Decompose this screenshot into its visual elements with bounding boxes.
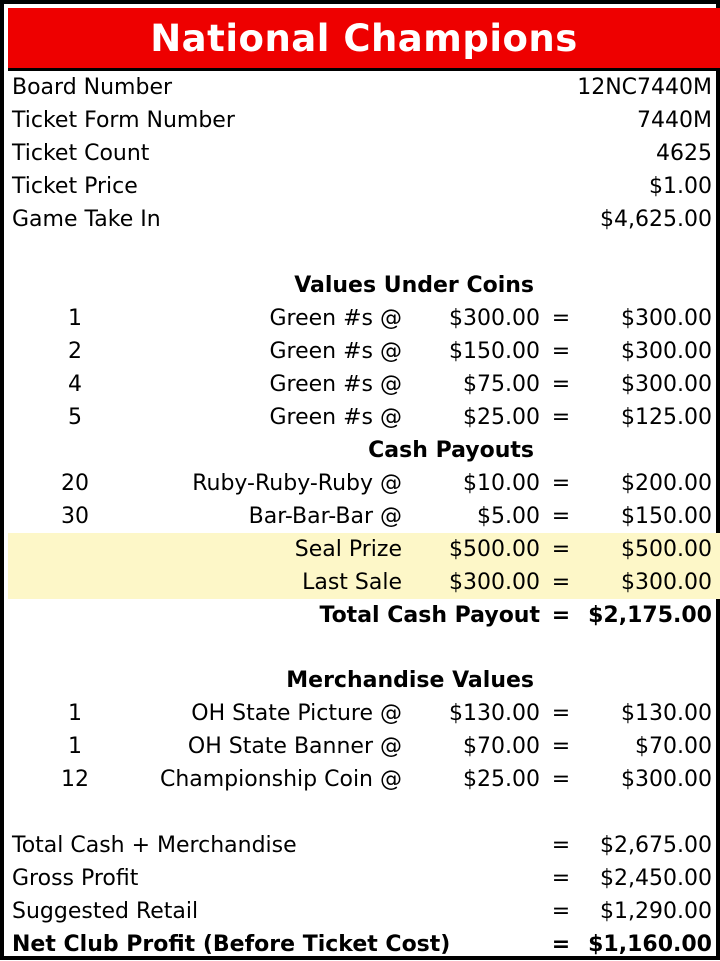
- info-value: $4,625.00: [600, 207, 712, 232]
- info-value: 4625: [656, 141, 712, 166]
- unit-price: $300.00: [449, 306, 540, 331]
- summary-amount: $1,160.00: [588, 932, 712, 957]
- description: OH State Picture @: [191, 701, 402, 726]
- amount: $300.00: [621, 372, 712, 397]
- amount: $125.00: [621, 405, 712, 430]
- merch-row: [8, 697, 720, 730]
- unit-price: $300.00: [449, 570, 540, 595]
- coin-row: [8, 401, 720, 434]
- unit-price: $10.00: [463, 471, 540, 496]
- unit-price: $75.00: [463, 372, 540, 397]
- info-row-game-take-in: [8, 203, 720, 236]
- summary-amount: $1,290.00: [600, 899, 712, 924]
- summary-row-net-club-profit: [8, 928, 720, 961]
- description: Green #s @: [269, 405, 402, 430]
- unit-price: $130.00: [449, 701, 540, 726]
- description: Green #s @: [269, 339, 402, 364]
- seal-prize-row: [8, 533, 720, 566]
- summary-amount: $2,450.00: [600, 866, 712, 891]
- qty: 5: [68, 405, 82, 430]
- description: Seal Prize: [294, 537, 402, 562]
- info-label: Ticket Price: [12, 174, 138, 199]
- total-cash-payout-row: [8, 599, 720, 632]
- equals-sign: =: [551, 504, 571, 529]
- amount: $130.00: [621, 701, 712, 726]
- equals-sign: =: [551, 603, 571, 628]
- merch-row: [8, 763, 720, 796]
- info-row-ticket-form-number: [8, 104, 720, 137]
- info-label: Ticket Form Number: [12, 108, 235, 133]
- qty: 2: [68, 339, 82, 364]
- summary-row-gross-profit: [8, 862, 720, 895]
- info-row-board-number: [8, 71, 720, 104]
- equals-sign: =: [551, 701, 571, 726]
- summary-label: Gross Profit: [12, 866, 139, 891]
- unit-price: $70.00: [463, 734, 540, 759]
- unit-price: $25.00: [463, 767, 540, 792]
- description: Green #s @: [269, 372, 402, 397]
- summary-label: Suggested Retail: [12, 899, 199, 924]
- merch-row: [8, 730, 720, 763]
- cash-row: [8, 467, 720, 500]
- unit-price: $500.00: [449, 537, 540, 562]
- description: OH State Banner @: [187, 734, 402, 759]
- info-row-ticket-price: [8, 170, 720, 203]
- cash-row: [8, 500, 720, 533]
- section-heading-cash: [8, 434, 720, 467]
- qty: 20: [61, 471, 89, 496]
- equals-sign: =: [551, 899, 571, 924]
- description: Championship Coin @: [159, 767, 402, 792]
- description: Ruby-Ruby-Ruby @: [192, 471, 402, 496]
- description: Bar-Bar-Bar @: [248, 504, 402, 529]
- section-heading: Cash Payouts: [368, 438, 534, 463]
- summary-row-total-cash-merch: [8, 829, 720, 862]
- section-heading-merch: [8, 664, 720, 697]
- section-heading: Values Under Coins: [294, 273, 534, 298]
- amount: $500.00: [621, 537, 712, 562]
- info-label: Ticket Count: [12, 141, 150, 166]
- equals-sign: =: [551, 372, 571, 397]
- unit-price: $25.00: [463, 405, 540, 430]
- summary-label: Total Cash + Merchandise: [12, 833, 297, 858]
- total-label: Total Cash Payout: [319, 603, 540, 628]
- summary-row-suggested-retail: [8, 895, 720, 928]
- equals-sign: =: [551, 570, 571, 595]
- equals-sign: =: [551, 734, 571, 759]
- info-value: 12NC7440M: [577, 75, 712, 100]
- qty: 12: [61, 767, 89, 792]
- qty: 1: [68, 734, 82, 759]
- equals-sign: =: [551, 471, 571, 496]
- total-amount: $2,175.00: [588, 603, 712, 628]
- info-row-ticket-count: [8, 137, 720, 170]
- equals-sign: =: [551, 833, 571, 858]
- equals-sign: =: [551, 405, 571, 430]
- amount: $300.00: [621, 339, 712, 364]
- qty: 4: [68, 372, 82, 397]
- qty: 30: [61, 504, 89, 529]
- equals-sign: =: [551, 932, 571, 957]
- info-value: $1.00: [649, 174, 712, 199]
- equals-sign: =: [551, 537, 571, 562]
- coin-row: [8, 302, 720, 335]
- amount: $200.00: [621, 471, 712, 496]
- equals-sign: =: [551, 767, 571, 792]
- amount: $300.00: [621, 306, 712, 331]
- unit-price: $5.00: [477, 504, 540, 529]
- equals-sign: =: [551, 339, 571, 364]
- qty: 1: [68, 306, 82, 331]
- description: Green #s @: [269, 306, 402, 331]
- summary-label: Net Club Profit (Before Ticket Cost): [12, 932, 451, 957]
- equals-sign: =: [551, 306, 571, 331]
- amount: $70.00: [635, 734, 712, 759]
- title-banner: [8, 8, 720, 71]
- coin-row: [8, 368, 720, 401]
- section-heading: Merchandise Values: [286, 668, 534, 693]
- coin-row: [8, 335, 720, 368]
- section-heading-coins: [8, 269, 720, 302]
- last-sale-row: [8, 566, 720, 599]
- page-title: National Champions: [150, 16, 578, 60]
- unit-price: $150.00: [449, 339, 540, 364]
- info-label: Board Number: [12, 75, 173, 100]
- equals-sign: =: [551, 866, 571, 891]
- summary-amount: $2,675.00: [600, 833, 712, 858]
- description: Last Sale: [302, 570, 402, 595]
- info-value: 7440M: [637, 108, 712, 133]
- qty: 1: [68, 701, 82, 726]
- amount: $300.00: [621, 570, 712, 595]
- amount: $300.00: [621, 767, 712, 792]
- info-label: Game Take In: [12, 207, 161, 232]
- amount: $150.00: [621, 504, 712, 529]
